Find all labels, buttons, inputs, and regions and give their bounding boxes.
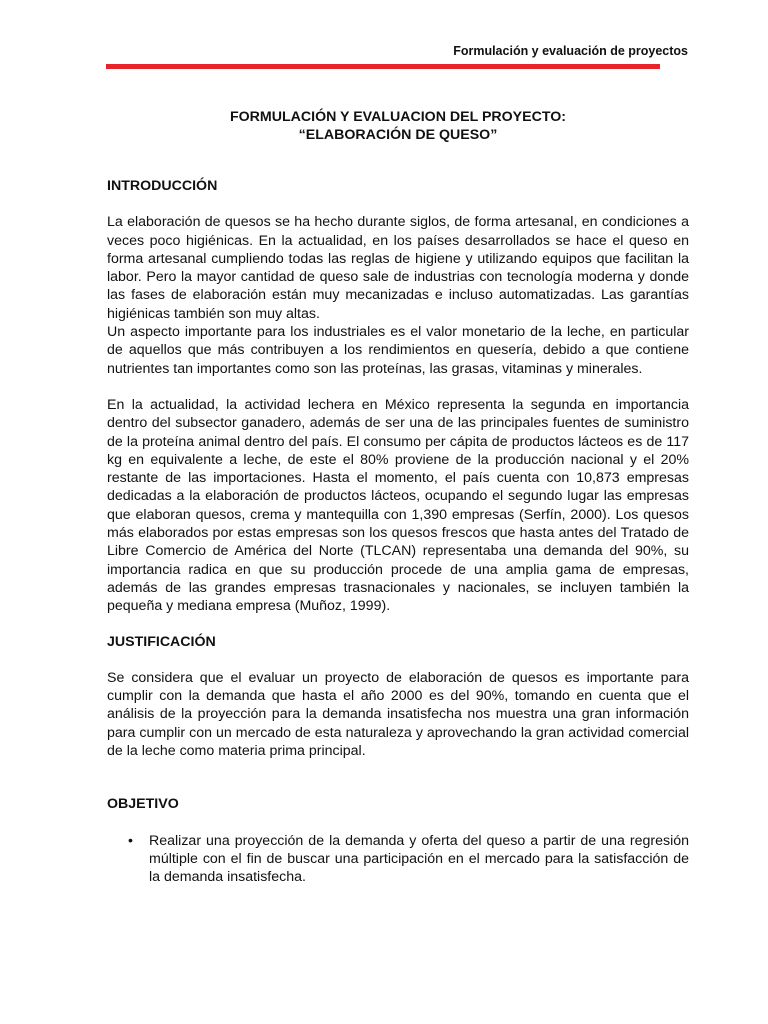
bullet-icon: • [128, 832, 133, 849]
intro-paragraph-2: Un aspecto importante para los industriales es el valor monetario de la leche, en particular de aquellos que más contribuyen a los rendimientos en quesería, debido a que contiene nutrientes tan importantes como son las proteínas, las grasas, vitaminas y minerales. [107, 324, 689, 377]
document-title-line1: FORMULACIÓN Y EVALUACION DEL PROYECTO: [229, 109, 567, 125]
intro-paragraph-3: En la actualidad, la actividad lechera en México representa la segunda en importancia dentro del subsector ganadero, además de ser una de las principales fuentes de suministro de la proteína animal dentro del país. El consumo per cápita de productos lácteos es de 117 kg en equivalente a leche, de este el 80% proviene de la producción nacional y el 20% restante de las importaciones. Hasta el momento, el país cuenta con 10,873 empresas dedicadas a la elaboración de productos lácteos, ocupando el segundo lugar las empresas que elaboran quesos, crema y mantequilla con 1,390 empresas (Serfín, 2000). Los quesos más elaborados por estas empresas son los quesos frescos que hasta antes del Tratado de Libre Comercio de América del Norte (TLCAN) representaba una demanda del 90%, su importancia radica en que su producción procede de una amplia gama de empresas, además de las grandes empresas trasnacionales y nacionales, se incluyen también la pequeña y mediana empresa (Muñoz, 1999). [107, 396, 689, 615]
header-rule [106, 64, 660, 69]
document-title-line2: “ELABORACIÓN DE QUESO” [298, 127, 498, 143]
intro-paragraph-1: La elaboración de quesos se ha hecho durante siglos, de forma artesanal, en condiciones a veces poco higiénicas. En la actualidad, en los países desarrollados se hace el queso en forma artesanal cumpliendo todas las reglas de higiene y utilizando equipos que facilitan la labor. Pero la mayor cantidad de queso sale de industrias con tecnología moderna y donde las fases de elaboración están muy mecanizadas e incluso automatizadas. Las garantías higiénicas también son muy altas. [107, 214, 689, 322]
page-content [107, 108, 689, 887]
heading-objetivo: OBJETIVO [107, 796, 179, 813]
heading-introduccion: INTRODUCCIÓN [107, 178, 218, 194]
objective-item [128, 832, 689, 887]
justification-paragraph: Se considera que el evaluar un proyecto de elaboración de quesos es importante para cumplir con la demanda que hasta el año 2000 es del 90%, tomando en cuenta que el análisis de la proyección para la demanda insatisfecha nos muestra una gran información para cumplir con un mercado de esta naturaleza y aprovechando la gran actividad comercial de la leche como materia prima principal. [107, 669, 689, 760]
objective-list [107, 832, 689, 887]
running-header: Formulación y evaluación de proyectos [453, 44, 688, 58]
heading-justificacion: JUSTIFICACIÓN [107, 633, 216, 650]
objective-item-text: Realizar una proyección de la demanda y oferta del queso a partir de una regresión múltiple con el fin de buscar una participación en el mercado para la satisfacción de la demanda insatisfecha. [149, 832, 689, 886]
